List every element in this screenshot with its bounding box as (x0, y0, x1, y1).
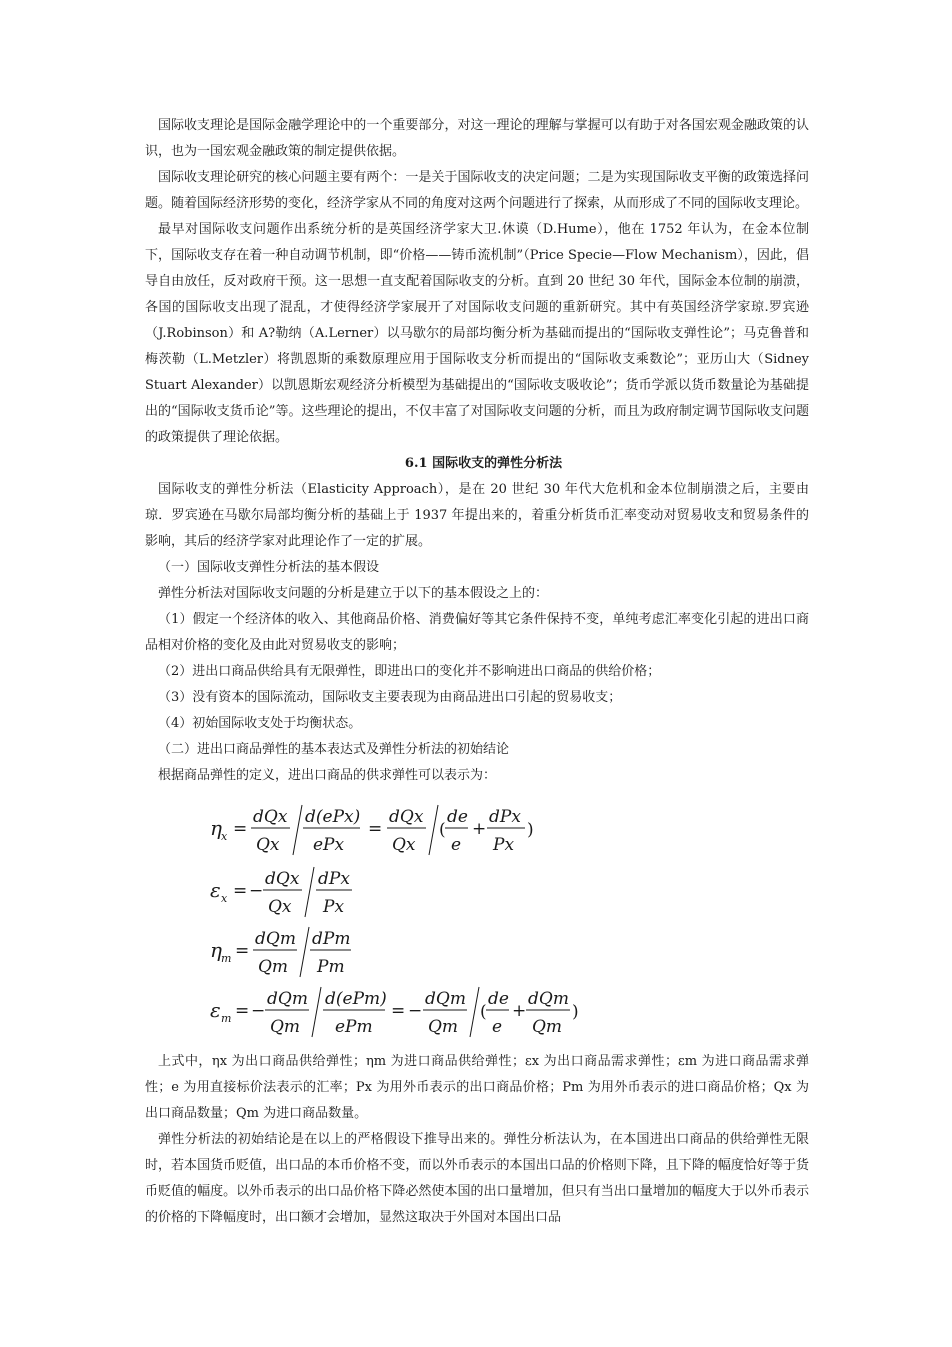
svg-text:=: = (233, 881, 248, 901)
formula-eta-m-t1-den: Qm (258, 957, 289, 977)
svg-text:−: − (408, 1001, 423, 1021)
formula-eps-x-t1-den: Qx (268, 897, 292, 917)
formula-eps-m-t2-den: ePm (335, 1017, 373, 1037)
formula-eta-m-subscript: m (221, 952, 232, 965)
formula-eps-x (210, 867, 352, 917)
svg-text:): ) (527, 820, 534, 840)
formula-eta-x-subscript: x (221, 830, 228, 843)
svg-text:): ) (572, 1002, 579, 1022)
svg-text:−: − (251, 1001, 266, 1021)
formula-eps-x-subscript: x (221, 892, 228, 905)
svg-text:(: ( (480, 1002, 487, 1022)
svg-text:(: ( (439, 820, 446, 840)
formula-eta-m-t2-num: dPm (312, 929, 351, 949)
formula-eta-x-t1-num: dQx (253, 807, 288, 827)
document-body (145, 113, 809, 1231)
formula-eta-x-t5-num: dPx (489, 807, 521, 827)
svg-text:=: = (233, 819, 248, 839)
svg-text:−: − (249, 881, 264, 901)
formula-eps-x-t2-den: Px (323, 897, 345, 917)
formula-eps-m-subscript: m (221, 1012, 232, 1025)
formula-eta-x-t4-num: de (447, 807, 468, 827)
formula-eps-m-t3-den: Qm (428, 1017, 459, 1037)
paragraph-section-1: 国际收支的弹性分析法（Elasticity Approach），是在 20 世纪 30 年代大危机和金本位制崩溃之后，主要由琼．罗宾逊在马歇尔局部均衡分析的基础上于 1937 年提出来的，着重分析货币汇率变动对贸易收支和贸易条件的影响，其后的经济学家对此理论作了一定的扩展。 (145, 482, 809, 549)
svg-text:=: = (368, 819, 383, 839)
paragraph-intro-2: 国际收支理论研究的核心问题主要有两个：一是关于国际收支的决定问题；二是为实现国际收支平衡的政策选择问题。随着国际经济形势的变化，经济学家从不同的角度对这两个问题进行了探索，从而形成了不同的国际收支理论。 (145, 170, 809, 211)
formula-eta-m-lhs: η (210, 938, 222, 962)
formula-eps-m-lhs: ε (210, 998, 221, 1022)
formula-eps-m-t4-den: e (492, 1017, 503, 1037)
formula-eps-m-t5-num: dQm (528, 989, 569, 1009)
formula-eta-x-t5-den: Px (493, 835, 515, 855)
formula-eps-m-t1-num: dQm (267, 989, 308, 1009)
assumption-1: （1）假定一个经济体的收入、其他商品价格、消费偏好等其它条件保持不变，单纯考虑汇率变化引起的进出口商品相对价格的变化及由此对贸易收支的影响； (145, 612, 809, 653)
section-title: 6.1 国际收支的弹性分析法 (404, 456, 563, 471)
svg-text:=: = (235, 941, 250, 961)
formula-eps-m-t3-num: dQm (425, 989, 466, 1009)
formula-eps-x-lhs: ε (210, 878, 221, 902)
formula-eta-x-t3-den: Qx (392, 835, 416, 855)
formula-eps-x-t1-num: dQx (265, 869, 300, 889)
paragraph-initial-conclusion: 弹性分析法的初始结论是在以上的严格假设下推导出来的。弹性分析法认为，在本国进出口商品的供给弹性无限时，若本国货币贬值，出口品的本币价格不变，而以外币表示的本国出口品的价格则下降，且下降的幅度恰好等于货币贬值的幅度。以外币表示的出口品价格下降必然使本国的出口量增加，但只有当出口量增加的幅度大于以外币表示的价格的下降幅度时，出口额才会增加，显然这取决于外国对本国出口品 (145, 1132, 809, 1225)
formula-eta-x-t4-den: e (451, 835, 462, 855)
svg-text:=: = (235, 1001, 250, 1021)
paragraph-elasticity-definition: 根据商品弹性的定义，进出口商品的供求弹性可以表示为： (158, 768, 497, 783)
paragraph-assumptions-intro: 弹性分析法对国际收支问题的分析是建立于以下的基本假设之上的： (158, 586, 549, 601)
heading-assumptions: （一）国际收支弹性分析法的基本假设 (158, 560, 380, 575)
formula-eta-x-lhs: η (210, 816, 222, 840)
formula-eps-x-t2-num: dPx (318, 869, 350, 889)
elasticity-formulas (145, 789, 809, 1049)
formula-eta-m (210, 927, 351, 977)
svg-text:+: + (472, 819, 487, 839)
formula-eps-m-t2-num: d(ePm) (325, 989, 387, 1009)
formula-eps-m-t1-den: Qm (270, 1017, 301, 1037)
assumption-2: （2）进出口商品供给具有无限弹性，即进出口的变化并不影响进出口商品的供给价格； (158, 664, 661, 679)
formula-eta-x (210, 805, 534, 855)
heading-elasticity-expressions: （二）进出口商品弹性的基本表达式及弹性分析法的初始结论 (158, 742, 510, 757)
formula-eps-m-t4-num: de (488, 989, 509, 1009)
formula-eta-x-t3-num: dQx (389, 807, 424, 827)
formula-eta-x-t1-den: Qx (256, 835, 280, 855)
svg-text:=: = (391, 1001, 406, 1021)
assumption-4: （4）初始国际收支处于均衡状态。 (158, 716, 362, 731)
formula-eta-x-t2-den: ePx (313, 835, 345, 855)
svg-text:+: + (512, 1001, 527, 1021)
formula-eps-m-t5-den: Qm (532, 1017, 563, 1037)
assumption-3: （3）没有资本的国际流动，国际收支主要表现为由商品进出口引起的贸易收支； (158, 690, 622, 705)
formula-eta-m-t2-den: Pm (317, 957, 345, 977)
paragraph-intro-1: 国际收支理论是国际金融学理论中的一个重要部分，对这一理论的理解与掌握可以有助于对各国宏观金融政策的认识，也为一国宏观金融政策的制定提供依据。 (145, 118, 809, 159)
paragraph-variable-definitions: 上式中，ηx 为出口商品供给弹性；ηm 为进口商品供给弹性；εx 为出口商品需求弹性；εm 为进口商品需求弹性；e 为用直接标价法表示的汇率；Px 为用外币表示的出口商品价格；Pm 为用外币表示的进口商品价格；Qx 为出口商品数量；Qm 为进口商品数量。 (145, 1054, 809, 1121)
paragraph-intro-3: 最早对国际收支问题作出系统分析的是英国经济学家大卫.休谟（D.Hume），他在 1752 年认为，在金本位制下，国际收支存在着一种自动调节机制，即“价格——铸币流机制”（Price Specie—Flow Mechanism），因此，倡导自由放任，反对政府干预。这一思想一直支配着国际收支的分析。直到 20 世纪 30 年代，国际金本位制的崩溃，各国的国际收支出现了混乱，才使得经济学家展开了对国际收支问题的重新研究。其中有英国经济学家琼.罗宾逊（J.Robinson）和 A?勒纳（A.Lerner）以马歇尔的局部均衡分析为基础而提出的“国际收支弹性论”；马克鲁普和梅茨勒（L.Metzler）将凯恩斯的乘数原理应用于国际收支分析而提出的“国际收支乘数论”；亚历山大（Sidney Stuart Alexander）以凯恩斯宏观经济分析模型为基础提出的“国际收支吸收论”；货币学派以货币数量论为基础提出的“国际收支货币论”等。这些理论的提出，不仅丰富了对国际收支问题的分析，而且为政府制定调节国际收支问题的政策提供了理论依据。 (145, 222, 809, 445)
formula-eta-x-t2-num: d(ePx) (305, 807, 361, 827)
formula-eta-m-t1-num: dQm (255, 929, 296, 949)
formula-eps-m (210, 987, 579, 1037)
